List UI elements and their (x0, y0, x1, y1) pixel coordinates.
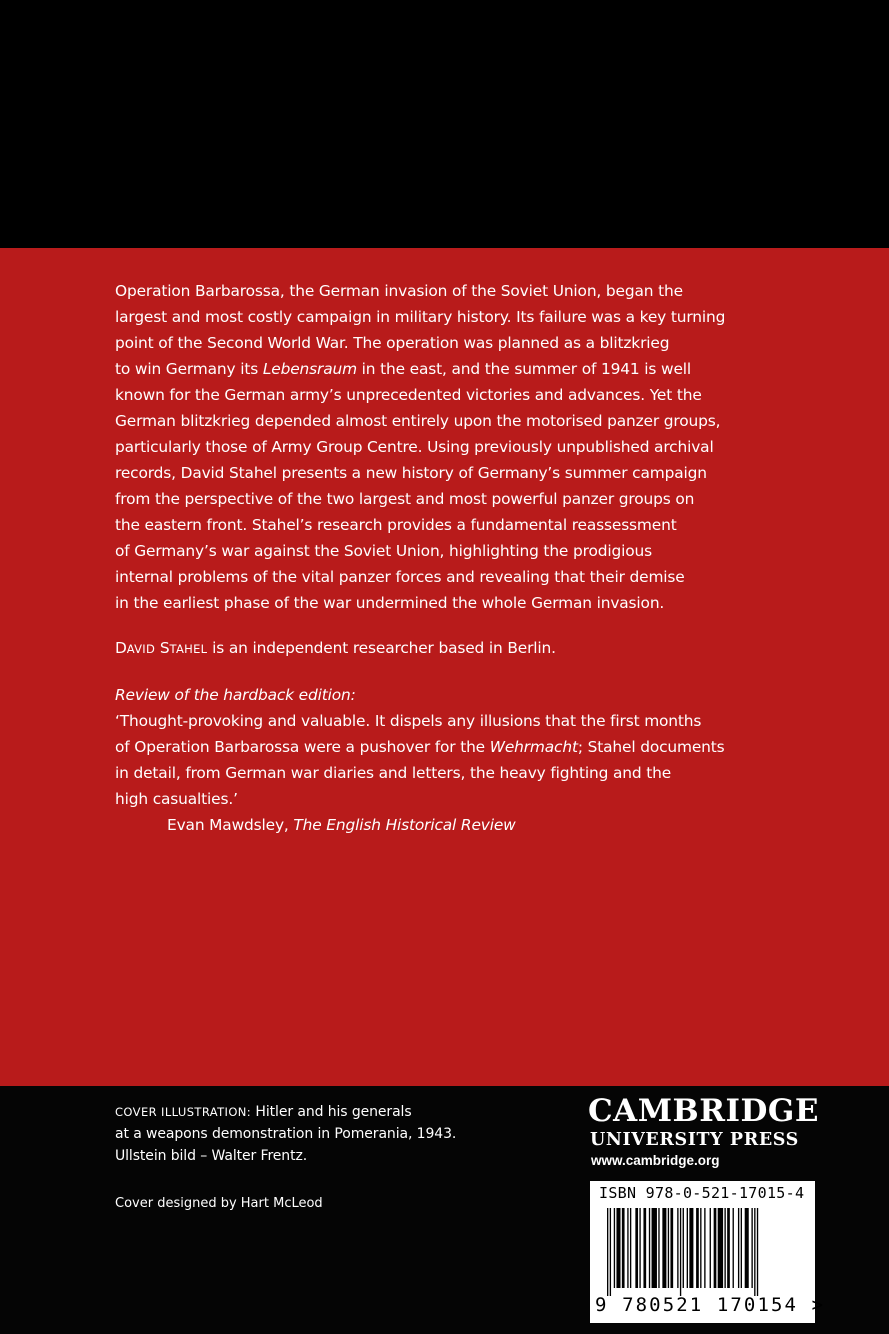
review-publication: The English Historical Review (293, 816, 516, 834)
credit-line (115, 1101, 535, 1123)
blurb-line: largest and most costly campaign in military history. Its failure was a key turning (115, 308, 726, 326)
cover-illustration-label: COVER ILLUSTRATION: (115, 1105, 252, 1119)
barcode-bar (751, 1208, 752, 1288)
barcode-bar (696, 1208, 699, 1288)
author-name-smallcaps: AVID (126, 642, 156, 656)
review-text: ; Stahel documents (577, 738, 725, 756)
back-cover-blurb (115, 278, 775, 838)
blurb-line: internal problems of the vital panzer forces and revealing that their demise (115, 568, 685, 586)
barcode-bar (630, 1208, 631, 1288)
barcode-bar (635, 1208, 638, 1288)
review-attribution (115, 812, 775, 838)
publisher-url: www.cambridge.org (591, 1153, 720, 1168)
barcode-bar (741, 1208, 742, 1288)
barcode-bar (614, 1208, 615, 1288)
barcode-bar (643, 1208, 646, 1288)
author-name-smallcaps: TAHEL (169, 642, 208, 656)
review-text: of Operation Barbarossa were a pushover for the (115, 738, 490, 756)
blurb-line: point of the Second World War. The operation was planned as a blitzkrieg (115, 334, 670, 352)
blurb-line (115, 356, 775, 382)
blurb-text: in the east, and the summer of 1941 is well (356, 360, 692, 378)
barcode-bar (662, 1208, 666, 1288)
review-line: ‘Thought-provoking and valuable. It dispels any illusions that the first months (115, 712, 702, 730)
blurb-line: in the earliest phase of the war undermined the whole German invasion. (115, 594, 665, 612)
barcode-bar (700, 1208, 701, 1288)
review-heading (115, 682, 775, 708)
blurb-line: German blitzkrieg depended almost entirely upon the motorised panzer groups, (115, 412, 721, 430)
barcode-bars (597, 1208, 809, 1296)
barcode-bar (649, 1208, 650, 1288)
isbn-digits: 9 780521 170154 > (595, 1294, 826, 1316)
cover-illustration-credit (115, 1101, 535, 1167)
blurb-line: the eastern front. Stahel’s research provides a fundamental reassessment (115, 516, 677, 534)
description-paragraph (115, 278, 775, 616)
barcode-bar (710, 1208, 711, 1288)
author-initial: S (159, 639, 170, 657)
barcode-bar (745, 1208, 749, 1288)
cover-designer-credit: Cover designed by Hart McLeod (115, 1196, 323, 1211)
review-line (115, 734, 775, 760)
barcode-bar (652, 1208, 657, 1288)
review-quote (115, 708, 775, 838)
author-bio (115, 635, 775, 662)
barcode-bar (616, 1208, 620, 1288)
barcode-bar (677, 1208, 678, 1288)
author-bio-text: is an independent researcher based in Berlin. (207, 639, 556, 657)
blurb-line: from the perspective of the two largest and most powerful panzer groups on (115, 490, 695, 508)
isbn-label: ISBN 978-0-521-17015-4 (599, 1184, 805, 1202)
publisher-logo (588, 1093, 818, 1151)
barcode-bar (714, 1208, 717, 1288)
author-bio-line (115, 635, 775, 662)
blurb-line: records, David Stahel presents a new history of Germany’s summer campaign (115, 464, 707, 482)
credit-line: Ullstein bild – Walter Frentz. (115, 1148, 308, 1164)
blurb-line: of Germany’s war against the Soviet Union, highlighting the prodigious (115, 542, 652, 560)
blurb-text: to win Germany its (115, 360, 263, 378)
review-heading-text: Review of the hardback edition: (115, 686, 356, 704)
barcode-bar (683, 1208, 684, 1288)
review-line: in detail, from German war diaries and letters, the heavy fighting and the (115, 764, 672, 782)
barcode-bar (622, 1208, 625, 1288)
barcode-bar (704, 1208, 705, 1288)
reviewer-name: Evan Mawdsley, (167, 816, 294, 834)
barcode-bar (718, 1208, 723, 1288)
top-black-band (0, 0, 889, 248)
barcode-bar (733, 1208, 734, 1288)
barcode-bar (757, 1208, 758, 1296)
barcode-bar (670, 1208, 673, 1288)
barcode-bar (689, 1208, 693, 1288)
isbn-barcode (590, 1181, 826, 1323)
lebensraum-italic: Lebensraum (262, 360, 357, 378)
barcode-bar (627, 1208, 628, 1288)
barcode-bar (668, 1208, 669, 1288)
blurb-line: particularly those of Army Group Centre. Using previously unpublished archival (115, 438, 714, 456)
credit-line: at a weapons demonstration in Pomerania, 1943. (115, 1126, 457, 1142)
credit-text: Hitler and his generals (251, 1104, 412, 1120)
blurb-line: known for the German army’s unprecedented victories and advances. Yet the (115, 386, 702, 404)
barcode-bar (687, 1208, 688, 1288)
review-line: high casualties.’ (115, 790, 238, 808)
barcode-bar (724, 1208, 725, 1288)
barcode-bar (607, 1208, 608, 1296)
publisher-subname: UNIVERSITY PRESS (590, 1130, 799, 1150)
wehrmacht-italic: Wehrmacht (489, 738, 578, 756)
barcode-bar (754, 1208, 755, 1296)
barcode-bar (658, 1208, 659, 1288)
barcode-bar (727, 1208, 730, 1288)
barcode-bar (639, 1208, 640, 1288)
barcode-bar (738, 1208, 739, 1288)
blurb-line: Operation Barbarossa, the German invasion of the Soviet Union, began the (115, 282, 683, 300)
barcode-bar (610, 1208, 611, 1296)
barcode-bar (680, 1208, 681, 1296)
publisher-name: CAMBRIDGE (588, 1093, 819, 1129)
author-initial: D (115, 639, 127, 657)
